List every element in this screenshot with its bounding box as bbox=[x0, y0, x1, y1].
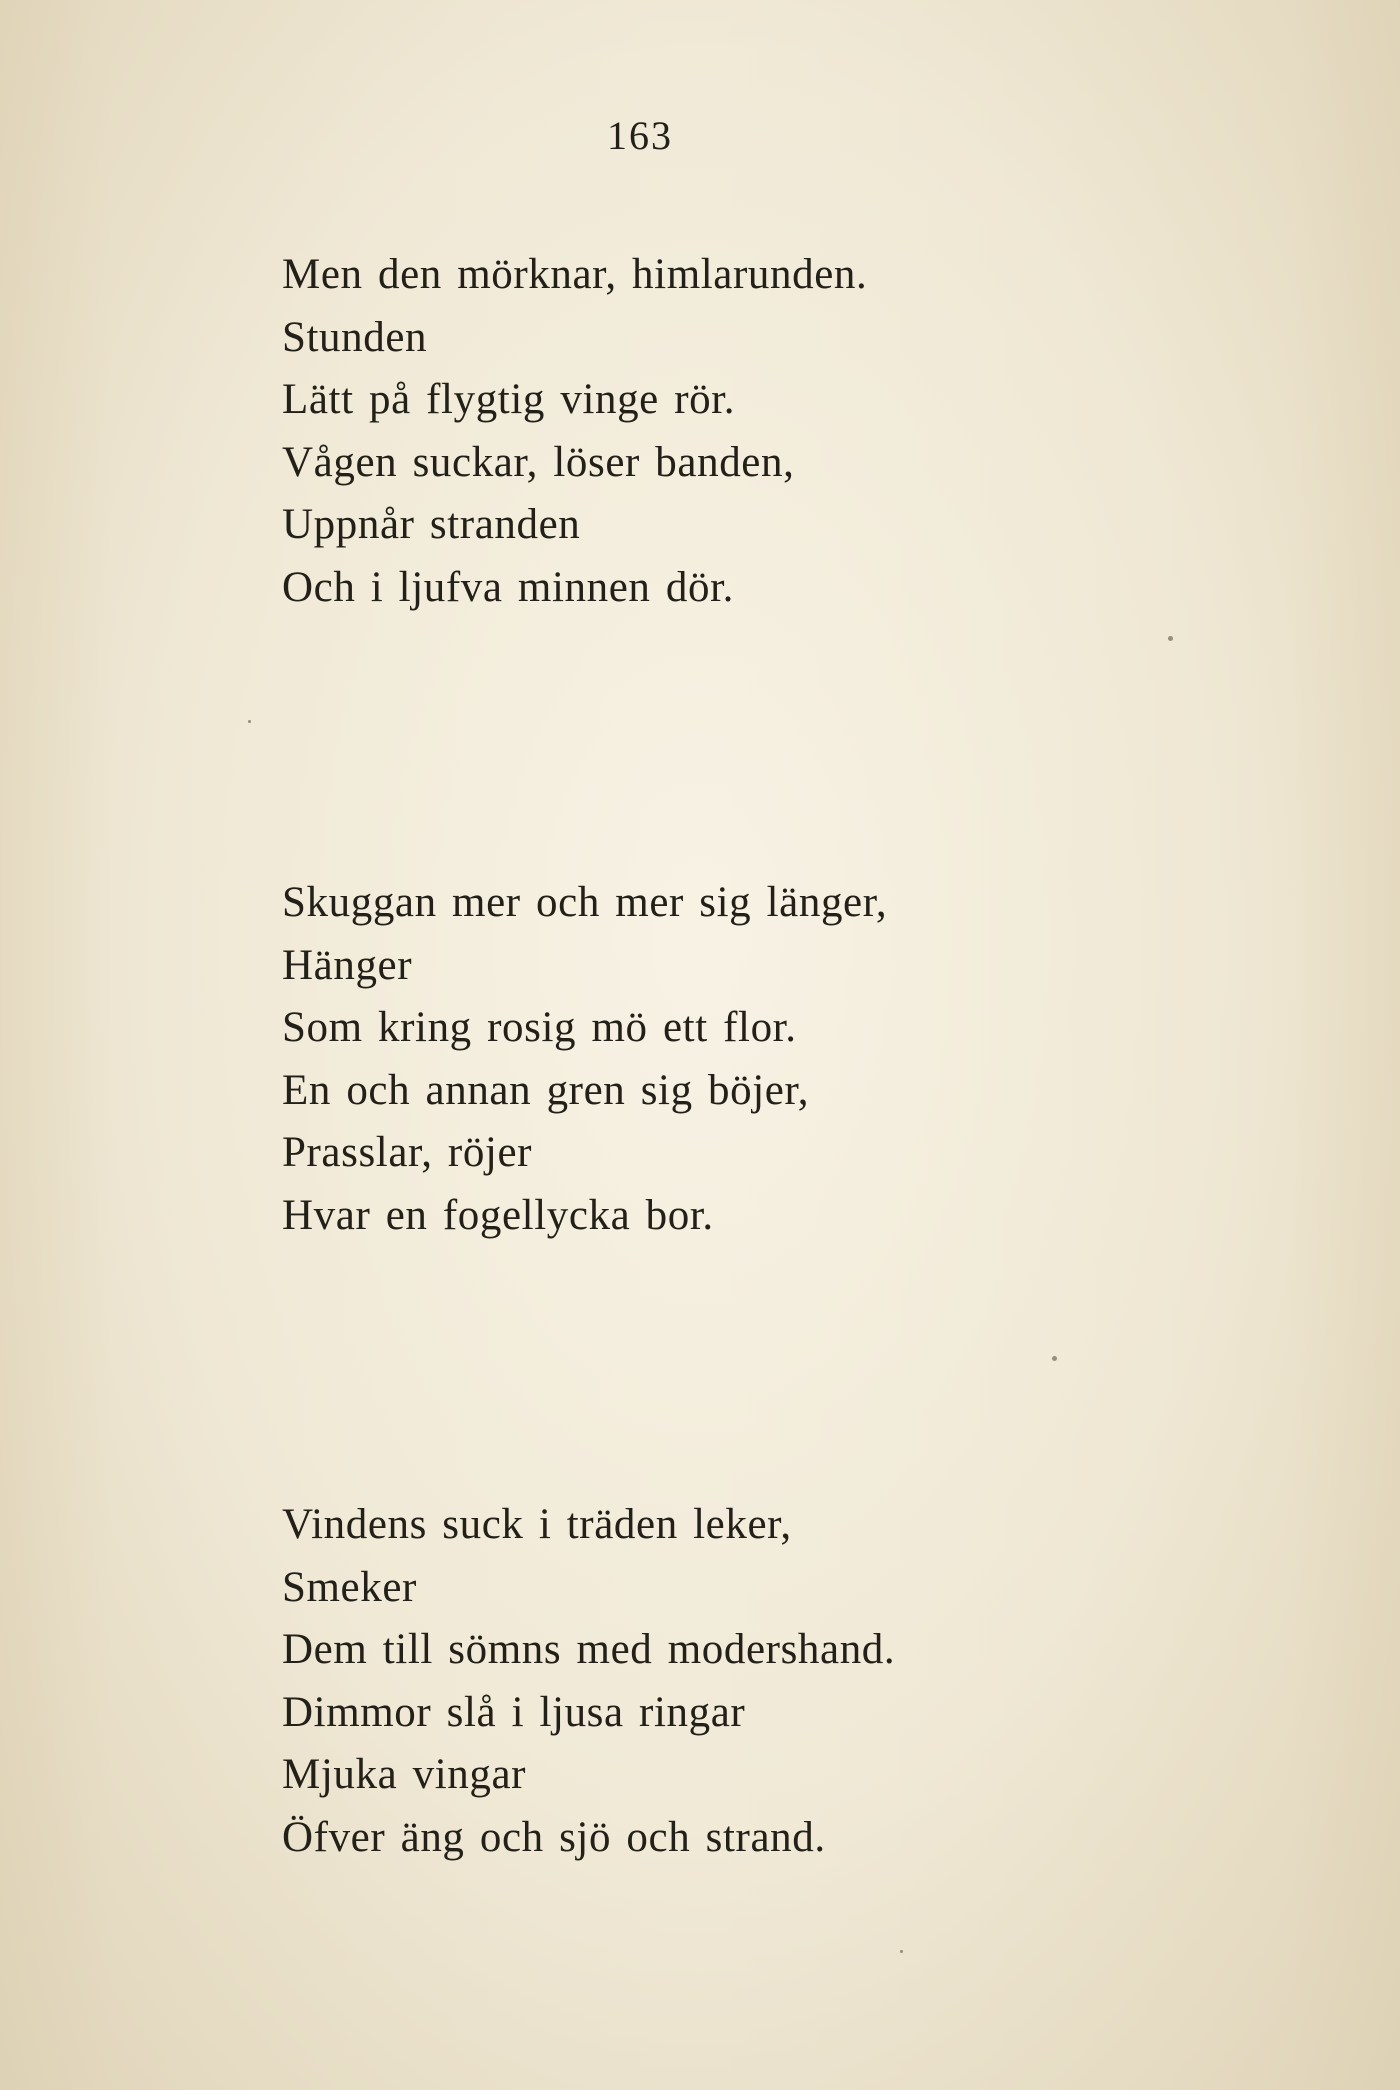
verse-line: Stunden bbox=[282, 313, 428, 361]
paper-speck bbox=[900, 1950, 903, 1953]
verse-line: Vindens suck i träden leker, bbox=[282, 1501, 792, 1548]
verse-line: Men den mörknar, himlarunden. bbox=[282, 251, 868, 298]
verse-line: Hänger bbox=[282, 941, 413, 989]
stanza bbox=[282, 1494, 895, 1869]
paper-speck bbox=[1052, 1356, 1057, 1361]
verse-line: Uppnår stranden bbox=[282, 501, 581, 548]
verse-line: Som kring rosig mö ett flor. bbox=[282, 1004, 797, 1051]
verse-line: Skuggan mer och mer sig länger, bbox=[282, 879, 888, 926]
verse-line: Och i ljufva minnen dör. bbox=[282, 563, 734, 611]
verse-line: Smeker bbox=[282, 1563, 417, 1611]
verse-line: Lätt på flygtig vinge rör. bbox=[282, 376, 736, 423]
paper-speck bbox=[1168, 636, 1173, 641]
verse-line: Hvar en fogellycka bor. bbox=[282, 1191, 714, 1239]
verse-line: En och annan gren sig böjer, bbox=[282, 1066, 810, 1114]
stanza bbox=[282, 244, 867, 619]
verse-line: Dem till sömns med modershand. bbox=[282, 1626, 896, 1673]
stanza bbox=[282, 872, 887, 1247]
verse-line: Prasslar, röjer bbox=[282, 1129, 533, 1176]
verse-line: Vågen suckar, löser banden, bbox=[282, 438, 795, 486]
paper-speck bbox=[248, 720, 251, 723]
page-number: 163 bbox=[607, 113, 673, 158]
verse-line: Dimmor slå i ljusa ringar bbox=[282, 1688, 746, 1736]
verse-line: Öfver äng och sjö och strand. bbox=[282, 1813, 826, 1861]
verse-line: Mjuka vingar bbox=[282, 1751, 527, 1798]
